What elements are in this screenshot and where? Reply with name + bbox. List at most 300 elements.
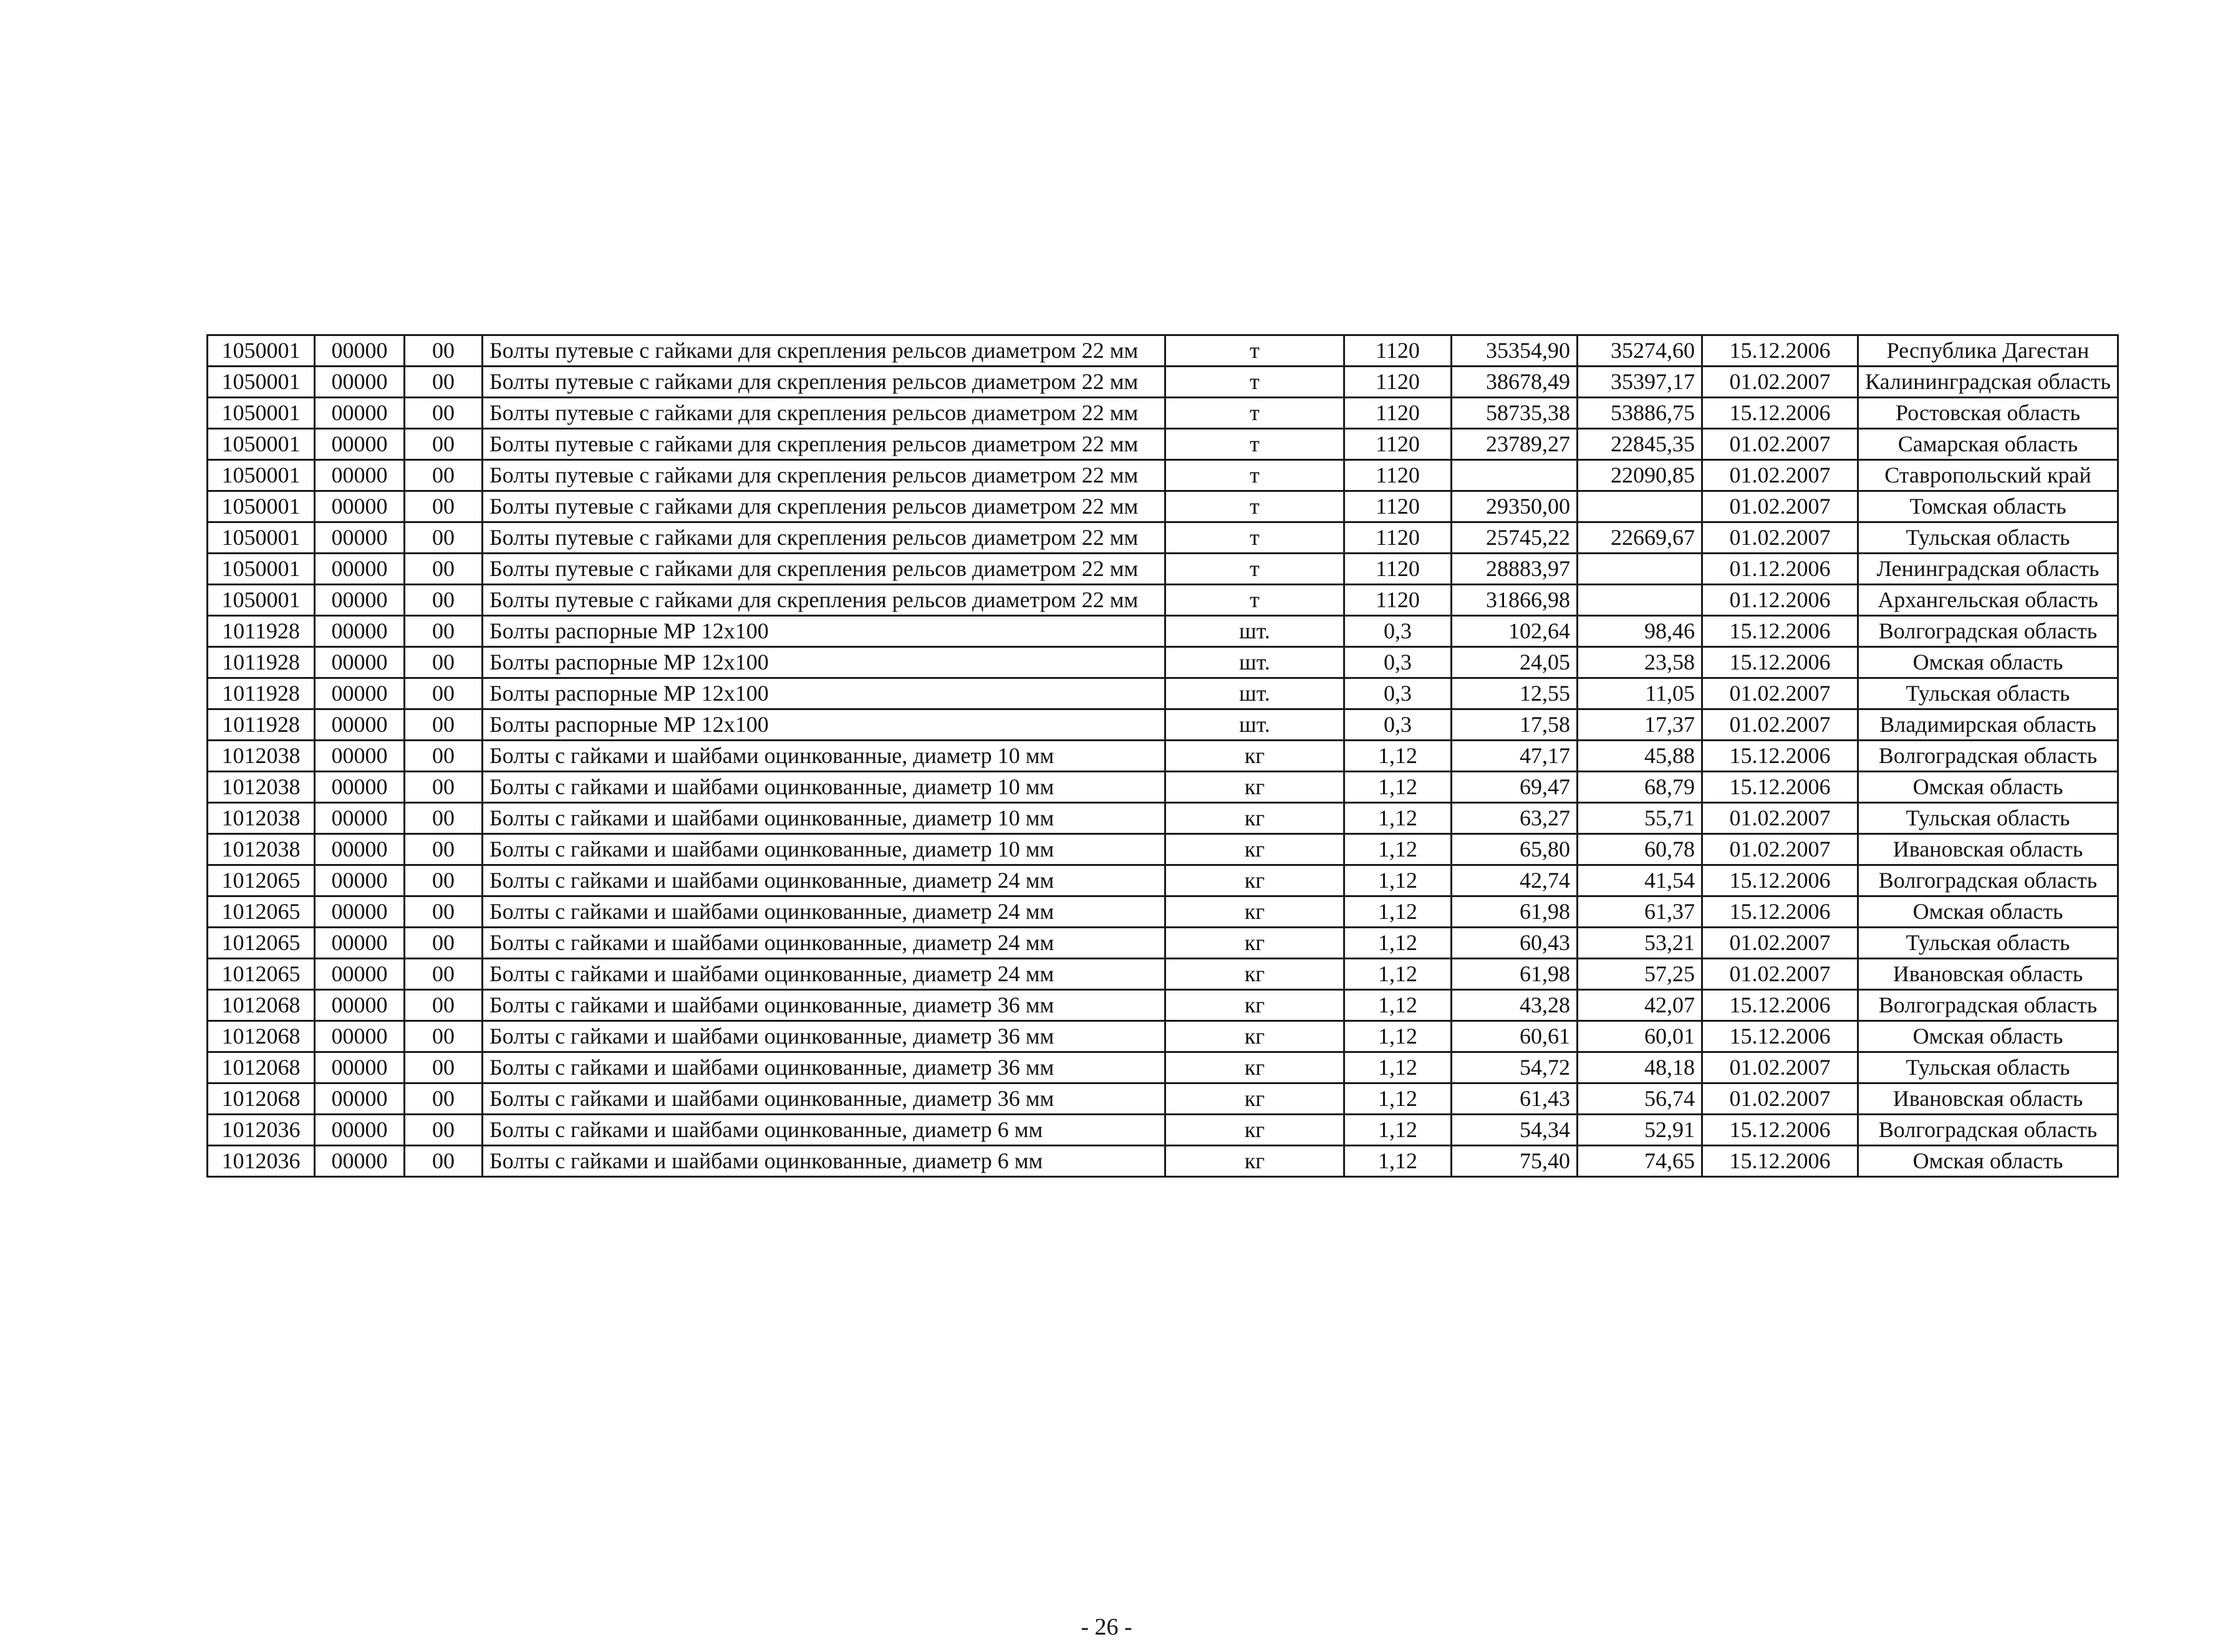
coefficient-cell: 1,12 [1344, 865, 1452, 896]
table-row [208, 429, 2118, 460]
code-cell: 1012065 [208, 896, 315, 928]
date-cell: 01.02.2007 [1702, 367, 1858, 398]
coefficient-cell: 1,12 [1344, 1115, 1452, 1146]
name-cell: Болты путевые с гайками для скрепления рельсов диаметром 22 мм [483, 367, 1165, 398]
region-cell: Ростовская область [1858, 398, 2118, 429]
coefficient-cell: 1120 [1344, 491, 1452, 522]
table-row [208, 990, 2118, 1021]
name-cell: Болты путевые с гайками для скрепления рельсов диаметром 22 мм [483, 398, 1165, 429]
coefficient-cell: 1,12 [1344, 1146, 1452, 1177]
index-cell: 00 [405, 990, 483, 1021]
unit-cell: шт. [1165, 616, 1344, 647]
code-cell: 1050001 [208, 522, 315, 554]
sub-code-cell: 00000 [315, 741, 405, 772]
region-cell: Самарская область [1858, 429, 2118, 460]
price-1-cell: 65,80 [1452, 834, 1578, 865]
price-2-cell: 60,78 [1578, 834, 1702, 865]
table-row [208, 772, 2118, 803]
date-cell: 15.12.2006 [1702, 1115, 1858, 1146]
sub-code-cell: 00000 [315, 928, 405, 959]
code-cell: 1011928 [208, 647, 315, 678]
coefficient-cell: 1,12 [1344, 772, 1452, 803]
date-cell: 01.02.2007 [1702, 834, 1858, 865]
table-row [208, 1146, 2118, 1177]
coefficient-cell: 1,12 [1344, 1083, 1452, 1115]
unit-cell: т [1165, 429, 1344, 460]
region-cell: Ставропольский край [1858, 460, 2118, 491]
code-cell: 1011928 [208, 678, 315, 709]
date-cell: 01.02.2007 [1702, 460, 1858, 491]
index-cell: 00 [405, 554, 483, 585]
region-cell: Волгоградская область [1858, 741, 2118, 772]
sub-code-cell: 00000 [315, 709, 405, 741]
unit-cell: т [1165, 491, 1344, 522]
name-cell: Болты с гайками и шайбами оцинкованные, диаметр 10 мм [483, 834, 1165, 865]
region-cell: Калининградская область [1858, 367, 2118, 398]
index-cell: 00 [405, 834, 483, 865]
sub-code-cell: 00000 [315, 491, 405, 522]
price-2-cell: 98,46 [1578, 616, 1702, 647]
index-cell: 00 [405, 709, 483, 741]
coefficient-cell: 1120 [1344, 460, 1452, 491]
coefficient-cell: 1,12 [1344, 1021, 1452, 1052]
index-cell: 00 [405, 1146, 483, 1177]
date-cell: 15.12.2006 [1702, 647, 1858, 678]
code-cell: 1012036 [208, 1115, 315, 1146]
unit-cell: кг [1165, 928, 1344, 959]
date-cell: 01.12.2006 [1702, 585, 1858, 616]
table-row [208, 1115, 2118, 1146]
region-cell: Владимирская область [1858, 709, 2118, 741]
price-1-cell: 60,61 [1452, 1021, 1578, 1052]
price-2-cell: 22845,35 [1578, 429, 1702, 460]
index-cell: 00 [405, 491, 483, 522]
name-cell: Болты путевые с гайками для скрепления рельсов диаметром 22 мм [483, 460, 1165, 491]
price-2-cell: 11,05 [1578, 678, 1702, 709]
price-1-cell: 31866,98 [1452, 585, 1578, 616]
unit-cell: т [1165, 460, 1344, 491]
unit-cell: т [1165, 554, 1344, 585]
unit-cell: кг [1165, 1083, 1344, 1115]
table-row [208, 1052, 2118, 1083]
price-1-cell: 54,34 [1452, 1115, 1578, 1146]
price-1-cell: 24,05 [1452, 647, 1578, 678]
region-cell: Волгоградская область [1858, 1115, 2118, 1146]
coefficient-cell: 1,12 [1344, 896, 1452, 928]
unit-cell: кг [1165, 772, 1344, 803]
table-row [208, 959, 2118, 990]
code-cell: 1050001 [208, 429, 315, 460]
price-2-cell: 41,54 [1578, 865, 1702, 896]
name-cell: Болты распорные МР 12x100 [483, 616, 1165, 647]
region-cell: Тульская область [1858, 803, 2118, 834]
sub-code-cell: 00000 [315, 959, 405, 990]
name-cell: Болты с гайками и шайбами оцинкованные, диаметр 36 мм [483, 1052, 1165, 1083]
name-cell: Болты распорные МР 12x100 [483, 647, 1165, 678]
date-cell: 01.02.2007 [1702, 709, 1858, 741]
region-cell: Омская область [1858, 1021, 2118, 1052]
unit-cell: кг [1165, 865, 1344, 896]
index-cell: 00 [405, 1021, 483, 1052]
region-cell: Омская область [1858, 1146, 2118, 1177]
price-1-cell: 38678,49 [1452, 367, 1578, 398]
name-cell: Болты с гайками и шайбами оцинкованные, диаметр 36 мм [483, 990, 1165, 1021]
unit-cell: кг [1165, 1021, 1344, 1052]
coefficient-cell: 1120 [1344, 398, 1452, 429]
price-2-cell: 45,88 [1578, 741, 1702, 772]
code-cell: 1012038 [208, 741, 315, 772]
coefficient-cell: 1120 [1344, 522, 1452, 554]
price-2-cell: 61,37 [1578, 896, 1702, 928]
table-row [208, 398, 2118, 429]
region-cell: Волгоградская область [1858, 616, 2118, 647]
date-cell: 15.12.2006 [1702, 772, 1858, 803]
date-cell: 15.12.2006 [1702, 616, 1858, 647]
code-cell: 1012065 [208, 928, 315, 959]
name-cell: Болты распорные МР 12x100 [483, 678, 1165, 709]
sub-code-cell: 00000 [315, 1115, 405, 1146]
sub-code-cell: 00000 [315, 865, 405, 896]
sub-code-cell: 00000 [315, 1021, 405, 1052]
date-cell: 15.12.2006 [1702, 741, 1858, 772]
price-1-cell: 47,17 [1452, 741, 1578, 772]
region-cell: Тульская область [1858, 522, 2118, 554]
index-cell: 00 [405, 367, 483, 398]
region-cell: Республика Дагестан [1858, 335, 2118, 367]
name-cell: Болты с гайками и шайбами оцинкованные, диаметр 24 мм [483, 896, 1165, 928]
unit-cell: т [1165, 522, 1344, 554]
date-cell: 01.02.2007 [1702, 928, 1858, 959]
sub-code-cell: 00000 [315, 990, 405, 1021]
index-cell: 00 [405, 772, 483, 803]
index-cell: 00 [405, 522, 483, 554]
sub-code-cell: 00000 [315, 647, 405, 678]
price-1-cell: 61,43 [1452, 1083, 1578, 1115]
sub-code-cell: 00000 [315, 1052, 405, 1083]
coefficient-cell: 1,12 [1344, 990, 1452, 1021]
unit-cell: кг [1165, 834, 1344, 865]
code-cell: 1050001 [208, 398, 315, 429]
price-1-cell [1452, 460, 1578, 491]
table-body [208, 335, 2118, 1177]
coefficient-cell: 1120 [1344, 335, 1452, 367]
index-cell: 00 [405, 616, 483, 647]
index-cell: 00 [405, 585, 483, 616]
price-2-cell: 68,79 [1578, 772, 1702, 803]
price-2-cell: 57,25 [1578, 959, 1702, 990]
date-cell: 01.12.2006 [1702, 554, 1858, 585]
sub-code-cell: 00000 [315, 429, 405, 460]
coefficient-cell: 1120 [1344, 585, 1452, 616]
price-1-cell: 23789,27 [1452, 429, 1578, 460]
price-1-cell: 12,55 [1452, 678, 1578, 709]
date-cell: 15.12.2006 [1702, 335, 1858, 367]
price-2-cell: 53,21 [1578, 928, 1702, 959]
price-1-cell: 35354,90 [1452, 335, 1578, 367]
unit-cell: кг [1165, 803, 1344, 834]
region-cell: Тульская область [1858, 928, 2118, 959]
price-1-cell: 29350,00 [1452, 491, 1578, 522]
code-cell: 1050001 [208, 367, 315, 398]
table-row [208, 1083, 2118, 1115]
sub-code-cell: 00000 [315, 834, 405, 865]
coefficient-cell: 0,3 [1344, 647, 1452, 678]
unit-cell: т [1165, 398, 1344, 429]
price-1-cell: 61,98 [1452, 959, 1578, 990]
sub-code-cell: 00000 [315, 398, 405, 429]
index-cell: 00 [405, 460, 483, 491]
date-cell: 01.02.2007 [1702, 491, 1858, 522]
coefficient-cell: 0,3 [1344, 616, 1452, 647]
region-cell: Ленинградская область [1858, 554, 2118, 585]
price-2-cell: 60,01 [1578, 1021, 1702, 1052]
unit-cell: кг [1165, 990, 1344, 1021]
price-2-cell: 53886,75 [1578, 398, 1702, 429]
unit-cell: шт. [1165, 709, 1344, 741]
price-2-cell: 42,07 [1578, 990, 1702, 1021]
code-cell: 1012068 [208, 1052, 315, 1083]
coefficient-cell: 1120 [1344, 429, 1452, 460]
sub-code-cell: 00000 [315, 803, 405, 834]
name-cell: Болты путевые с гайками для скрепления рельсов диаметром 22 мм [483, 429, 1165, 460]
unit-cell: т [1165, 367, 1344, 398]
price-2-cell [1578, 554, 1702, 585]
table-row [208, 616, 2118, 647]
coefficient-cell: 1,12 [1344, 834, 1452, 865]
region-cell: Омская область [1858, 647, 2118, 678]
region-cell: Томская область [1858, 491, 2118, 522]
price-1-cell: 75,40 [1452, 1146, 1578, 1177]
name-cell: Болты с гайками и шайбами оцинкованные, диаметр 6 мм [483, 1146, 1165, 1177]
date-cell: 15.12.2006 [1702, 896, 1858, 928]
date-cell: 01.02.2007 [1702, 1083, 1858, 1115]
table-row [208, 335, 2118, 367]
name-cell: Болты путевые с гайками для скрепления рельсов диаметром 22 мм [483, 554, 1165, 585]
index-cell: 00 [405, 1052, 483, 1083]
sub-code-cell: 00000 [315, 522, 405, 554]
index-cell: 00 [405, 741, 483, 772]
index-cell: 00 [405, 1083, 483, 1115]
table-row [208, 896, 2118, 928]
price-1-cell: 61,98 [1452, 896, 1578, 928]
price-2-cell: 74,65 [1578, 1146, 1702, 1177]
coefficient-cell: 1,12 [1344, 928, 1452, 959]
code-cell: 1050001 [208, 460, 315, 491]
coefficient-cell: 1,12 [1344, 741, 1452, 772]
code-cell: 1011928 [208, 709, 315, 741]
code-cell: 1012038 [208, 803, 315, 834]
sub-code-cell: 00000 [315, 367, 405, 398]
table-row [208, 741, 2118, 772]
coefficient-cell: 1,12 [1344, 959, 1452, 990]
unit-cell: кг [1165, 1115, 1344, 1146]
coefficient-cell: 0,3 [1344, 709, 1452, 741]
table-row [208, 678, 2118, 709]
table-row [208, 803, 2118, 834]
name-cell: Болты с гайками и шайбами оцинкованные, диаметр 10 мм [483, 803, 1165, 834]
unit-cell: кг [1165, 741, 1344, 772]
region-cell: Омская область [1858, 772, 2118, 803]
date-cell: 01.02.2007 [1702, 429, 1858, 460]
price-2-cell: 56,74 [1578, 1083, 1702, 1115]
date-cell: 15.12.2006 [1702, 398, 1858, 429]
unit-cell: шт. [1165, 678, 1344, 709]
date-cell: 15.12.2006 [1702, 990, 1858, 1021]
name-cell: Болты с гайками и шайбами оцинкованные, диаметр 24 мм [483, 928, 1165, 959]
name-cell: Болты с гайками и шайбами оцинкованные, диаметр 36 мм [483, 1021, 1165, 1052]
index-cell: 00 [405, 959, 483, 990]
region-cell: Волгоградская область [1858, 990, 2118, 1021]
region-cell: Ивановская область [1858, 959, 2118, 990]
price-2-cell [1578, 585, 1702, 616]
table-row [208, 834, 2118, 865]
price-2-cell: 52,91 [1578, 1115, 1702, 1146]
sub-code-cell: 00000 [315, 1083, 405, 1115]
region-cell: Тульская область [1858, 678, 2118, 709]
region-cell: Ивановская область [1858, 834, 2118, 865]
table-row [208, 585, 2118, 616]
code-cell: 1012065 [208, 865, 315, 896]
sub-code-cell: 00000 [315, 335, 405, 367]
code-cell: 1050001 [208, 491, 315, 522]
price-2-cell: 23,58 [1578, 647, 1702, 678]
price-2-cell: 55,71 [1578, 803, 1702, 834]
unit-cell: кг [1165, 896, 1344, 928]
price-2-cell: 35274,60 [1578, 335, 1702, 367]
date-cell: 01.02.2007 [1702, 959, 1858, 990]
price-1-cell: 25745,22 [1452, 522, 1578, 554]
code-cell: 1012065 [208, 959, 315, 990]
price-1-cell: 28883,97 [1452, 554, 1578, 585]
index-cell: 00 [405, 803, 483, 834]
code-cell: 1050001 [208, 554, 315, 585]
table-row [208, 865, 2118, 896]
date-cell: 15.12.2006 [1702, 1021, 1858, 1052]
code-cell: 1012038 [208, 772, 315, 803]
sub-code-cell: 00000 [315, 1146, 405, 1177]
coefficient-cell: 1120 [1344, 554, 1452, 585]
table-row [208, 1021, 2118, 1052]
price-1-cell: 42,74 [1452, 865, 1578, 896]
unit-cell: кг [1165, 1052, 1344, 1083]
coefficient-cell: 0,3 [1344, 678, 1452, 709]
price-1-cell: 60,43 [1452, 928, 1578, 959]
price-1-cell: 69,47 [1452, 772, 1578, 803]
code-cell: 1012068 [208, 1021, 315, 1052]
index-cell: 00 [405, 335, 483, 367]
region-cell: Волгоградская область [1858, 865, 2118, 896]
price-table [206, 334, 2119, 1178]
name-cell: Болты с гайками и шайбами оцинкованные, диаметр 36 мм [483, 1083, 1165, 1115]
table-row [208, 709, 2118, 741]
sub-code-cell: 00000 [315, 896, 405, 928]
price-1-cell: 43,28 [1452, 990, 1578, 1021]
price-1-cell: 17,58 [1452, 709, 1578, 741]
date-cell: 01.02.2007 [1702, 1052, 1858, 1083]
code-cell: 1012068 [208, 1083, 315, 1115]
sub-code-cell: 00000 [315, 585, 405, 616]
region-cell: Ивановская область [1858, 1083, 2118, 1115]
table-row [208, 928, 2118, 959]
sub-code-cell: 00000 [315, 616, 405, 647]
price-2-cell: 22669,67 [1578, 522, 1702, 554]
region-cell: Омская область [1858, 896, 2118, 928]
sub-code-cell: 00000 [315, 554, 405, 585]
price-1-cell: 58735,38 [1452, 398, 1578, 429]
name-cell: Болты с гайками и шайбами оцинкованные, диаметр 24 мм [483, 865, 1165, 896]
price-1-cell: 63,27 [1452, 803, 1578, 834]
sub-code-cell: 00000 [315, 772, 405, 803]
price-1-cell: 54,72 [1452, 1052, 1578, 1083]
index-cell: 00 [405, 896, 483, 928]
name-cell: Болты путевые с гайками для скрепления рельсов диаметром 22 мм [483, 585, 1165, 616]
date-cell: 01.02.2007 [1702, 522, 1858, 554]
name-cell: Болты путевые с гайками для скрепления рельсов диаметром 22 мм [483, 491, 1165, 522]
index-cell: 00 [405, 928, 483, 959]
unit-cell: шт. [1165, 647, 1344, 678]
sub-code-cell: 00000 [315, 678, 405, 709]
table-row [208, 522, 2118, 554]
unit-cell: т [1165, 335, 1344, 367]
table-row [208, 491, 2118, 522]
price-2-cell [1578, 491, 1702, 522]
unit-cell: кг [1165, 1146, 1344, 1177]
coefficient-cell: 1,12 [1344, 1052, 1452, 1083]
date-cell: 01.02.2007 [1702, 803, 1858, 834]
index-cell: 00 [405, 865, 483, 896]
name-cell: Болты с гайками и шайбами оцинкованные, диаметр 6 мм [483, 1115, 1165, 1146]
name-cell: Болты путевые с гайками для скрепления рельсов диаметром 22 мм [483, 522, 1165, 554]
name-cell: Болты путевые с гайками для скрепления рельсов диаметром 22 мм [483, 335, 1165, 367]
price-2-cell: 22090,85 [1578, 460, 1702, 491]
region-cell: Тульская область [1858, 1052, 2118, 1083]
code-cell: 1012036 [208, 1146, 315, 1177]
index-cell: 00 [405, 678, 483, 709]
table-row [208, 554, 2118, 585]
price-2-cell: 35397,17 [1578, 367, 1702, 398]
table-row [208, 647, 2118, 678]
name-cell: Болты распорные МР 12x100 [483, 709, 1165, 741]
code-cell: 1012068 [208, 990, 315, 1021]
price-2-cell: 17,37 [1578, 709, 1702, 741]
table-row [208, 460, 2118, 491]
code-cell: 1050001 [208, 335, 315, 367]
unit-cell: т [1165, 585, 1344, 616]
price-1-cell: 102,64 [1452, 616, 1578, 647]
date-cell: 01.02.2007 [1702, 678, 1858, 709]
code-cell: 1012038 [208, 834, 315, 865]
name-cell: Болты с гайками и шайбами оцинкованные, диаметр 10 мм [483, 741, 1165, 772]
date-cell: 15.12.2006 [1702, 865, 1858, 896]
index-cell: 00 [405, 1115, 483, 1146]
name-cell: Болты с гайками и шайбами оцинкованные, диаметр 10 мм [483, 772, 1165, 803]
page-number: - 26 - [1081, 1614, 1132, 1640]
sub-code-cell: 00000 [315, 460, 405, 491]
index-cell: 00 [405, 398, 483, 429]
name-cell: Болты с гайками и шайбами оцинкованные, диаметр 24 мм [483, 959, 1165, 990]
table-row [208, 367, 2118, 398]
price-2-cell: 48,18 [1578, 1052, 1702, 1083]
code-cell: 1050001 [208, 585, 315, 616]
coefficient-cell: 1,12 [1344, 803, 1452, 834]
index-cell: 00 [405, 647, 483, 678]
code-cell: 1011928 [208, 616, 315, 647]
index-cell: 00 [405, 429, 483, 460]
date-cell: 15.12.2006 [1702, 1146, 1858, 1177]
unit-cell: кг [1165, 959, 1344, 990]
coefficient-cell: 1120 [1344, 367, 1452, 398]
region-cell: Архангельская область [1858, 585, 2118, 616]
